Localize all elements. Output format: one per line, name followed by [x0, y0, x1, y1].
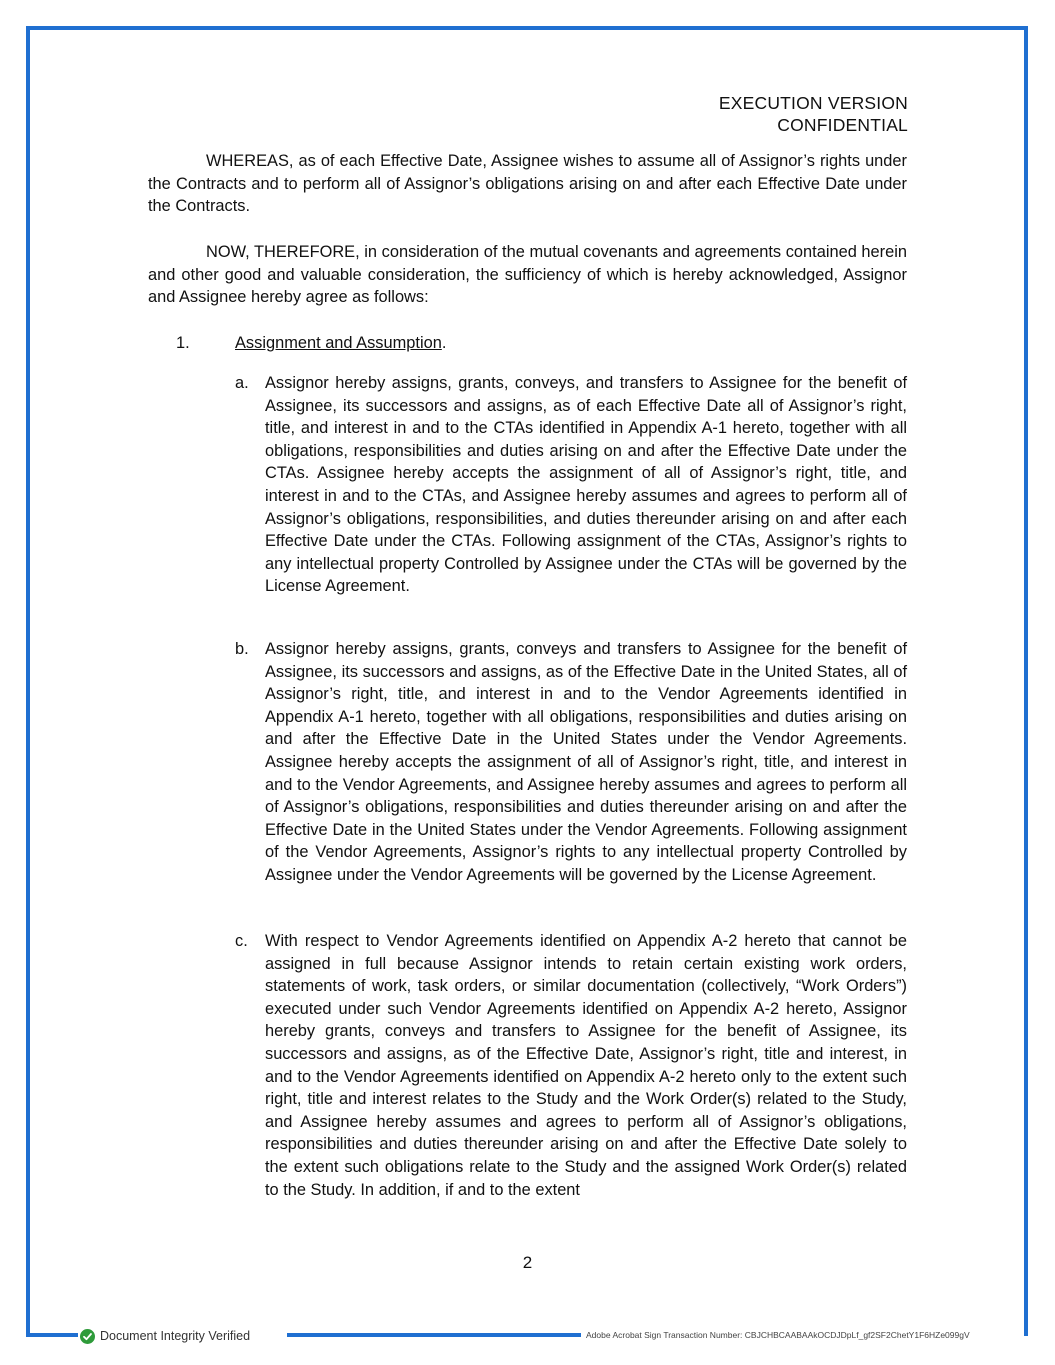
whereas-paragraph: [148, 150, 907, 218]
confidential-label: CONFIDENTIAL: [777, 115, 908, 135]
transaction-number: Adobe Acrobat Sign Transaction Number: CBJCHBCAABAAkOCDJDpLf_gf2SF2ChetY1F6HZe099gV: [586, 1330, 970, 1340]
list-item-text: With respect to Vendor Agreements identified on Appendix A-2 hereto that cannot be assigned in full because Assignor intends to retain certain existing work orders, statements of work, task orders, or similar documentation (collectively, “Work Orders”) executed under such Vendor Agreements identified on Appendix A-2 hereto, Assignor hereby grants, conveys and transfers to Assignee for the benefit of Assignee, its successors and assigns, as of the Effective Date, Assignor’s right, title and interest, in and to the Vendor Agreements identified on Appendix A-2 hereto only to the extent such right, title and interest relates to the Study and the Work Order(s) related to the Study, and Assignee hereby assumes and agrees to perform all of Assignor’s obligations, responsibilities and duties thereunder arising on and after the Effective Date solely to the extent such obligations relate to the Study and the assigned Work Order(s) related to the Study. In addition, if and to the extent: [265, 932, 907, 1199]
document-header: [719, 92, 908, 136]
integrity-verified-badge: [80, 1326, 250, 1346]
section-number: 1.: [176, 334, 190, 352]
integrity-verified-text: Document Integrity Verified: [100, 1329, 251, 1343]
list-item-label: c.: [235, 932, 248, 950]
list-item-text: Assignor hereby assigns, grants, conveys and transfers to Assignee for the benefit of Assignee, its successors and assigns, as of the Effective Date in the United States, all of Assignor’s right, title, and interest in and to the Vendor Agreements identified in Appendix A-1 hereto, together with all obligations, responsibilities and duties arising on and after the Effective Date in the United States under the Vendor Agreements. Assignee hereby accepts the assignment of all of Assignor’s right, title, and interest in and to the Vendor Agreements, and Assignee hereby assumes and agrees to perform all of Assignor’s obligations, responsibilities and duties thereunder arising on and after the Effective Date in the United States under the Vendor Agreements. Following assignment of the Vendor Agreements, Assignor’s rights to any intellectual property Controlled by Assignee under the Vendor Agreements will be governed by the License Agreement.: [265, 640, 907, 884]
footer-rule-mid: [287, 1333, 581, 1337]
page-number: 2: [522, 1253, 533, 1272]
list-item-text: Assignor hereby assigns, grants, conveys, and transfers to Assignee for the benefit of Assignee, its successors and assigns, as of each Effective Date all of Assignor’s right, title, and interest in and to the CTAs identified in Appendix A-1 hereto, together with all obligations, responsibilities and duties arising on and after the Effective Date under the CTAs. Assignee hereby accepts the assignment of all of Assignor’s right, title, and interest in and to the CTAs, and Assignee hereby assumes and agrees to perform all of Assignor’s obligations, responsibilities, and duties thereunder arising on and after each Effective Date under the CTAs. Following assignment of the CTAs, Assignor’s rights to any intellectual property Controlled by Assignee under the CTAs will be governed by the License Agreement.: [265, 374, 907, 596]
now-therefore-text: NOW, THEREFORE, in consideration of the mutual covenants and agreements contained herein and other good and valuable consideration, the sufficiency of which is hereby acknowledged, Assignor and Assignee hereby agree as follows:: [148, 243, 907, 307]
section-title-text: Assignment and Assumption: [235, 334, 442, 352]
list-item-a: [235, 372, 907, 598]
list-item-label: a.: [235, 374, 249, 392]
section-title-suffix: .: [441, 334, 447, 352]
check-circle-icon: [80, 1329, 95, 1344]
execution-version-label: EXECUTION VERSION: [718, 93, 908, 113]
section-title: [235, 332, 446, 355]
whereas-text: WHEREAS, as of each Effective Date, Assignee wishes to assume all of Assignor’s rights under the Contracts and to perform all of Assignor’s obligations arising on and after each Effective Date under the Contracts.: [148, 152, 907, 216]
list-item-b: [235, 638, 907, 887]
footer-rule-left: [26, 1333, 78, 1337]
now-therefore-paragraph: [148, 241, 907, 309]
list-item-label: b.: [235, 640, 249, 658]
list-item-c: [235, 930, 907, 1201]
